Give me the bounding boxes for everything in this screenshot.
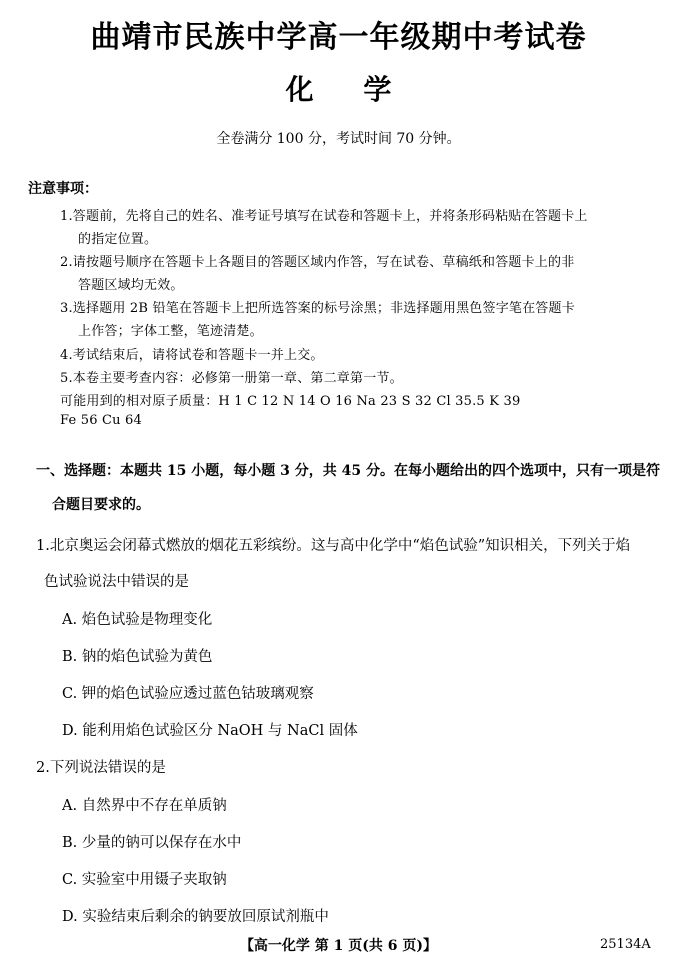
exam-title: 曲靖市民族中学高一年级期中考试卷	[90, 20, 587, 55]
question-2-option-a: A. 自然界中不存在单质钠	[62, 798, 227, 814]
note-line: 的指定位置。	[78, 232, 158, 247]
question-1-option-a: A. 焰色试验是物理变化	[62, 612, 213, 628]
note-line: 答题区域均无效。	[78, 278, 184, 293]
atomic-mass-line: 可能用到的相对原子质量：H 1 C 12 N 14 O 16 Na 23 S 32 Cl 35.5 K 39	[60, 394, 521, 409]
note-line: 上作答；字体工整，笔迹清楚。	[78, 324, 263, 339]
question-1-option-b: B. 钠的焰色试验为黄色	[62, 649, 213, 665]
question-2-option-b: B. 少量的钠可以保存在水中	[62, 835, 242, 851]
question-2-stem: 2.下列说法错误的是	[36, 760, 166, 776]
note-line: 4.考试结束后，请将试卷和答题卡一并上交。	[60, 348, 324, 363]
page-footer: 【高一化学 第 1 页(共 6 页)】	[239, 938, 438, 954]
section-heading-cont: 合题目要求的。	[52, 497, 150, 513]
atomic-mass-line: Fe 56 Cu 64	[60, 413, 143, 428]
note-line: 1.答题前，先将自己的姓名、准考证号填写在试卷和答题卡上，并将条形码粘贴在答题卡上	[60, 209, 588, 224]
question-1-stem: 1.北京奥运会闭幕式燃放的烟花五彩缤纷。这与高中化学中“焰色试验”知识相关，下列关于焰	[36, 538, 631, 554]
exam-meta: 全卷满分 100 分，考试时间 70 分钟。	[216, 131, 461, 147]
subject-title: 化 学	[285, 73, 392, 106]
question-1-stem-cont: 色试验说法中错误的是	[44, 574, 189, 590]
question-1-option-d: D. 能利用焰色试验区分 NaOH 与 NaCl 固体	[62, 723, 358, 739]
paper-code: 25134A	[600, 937, 651, 952]
note-line: 3.选择题用 2B 铅笔在答题卡上把所选答案的标号涂黑；非选择题用黑色签字笔在答题卡	[60, 301, 575, 316]
question-2-option-d: D. 实验结束后剩余的钠要放回原试剂瓶中	[62, 909, 329, 925]
question-1-option-c: C. 钾的焰色试验应透过蓝色钴玻璃观察	[62, 686, 314, 702]
question-2-option-c: C. 实验室中用镊子夹取钠	[62, 872, 227, 888]
note-line: 2.请按题号顺序在答题卡上各题目的答题区域内作答，写在试卷、草稿纸和答题卡上的非	[60, 255, 575, 270]
section-heading: 一、选择题：本题共 15 小题，每小题 3 分，共 45 分。在每小题给出的四个选项中，只有一项是符	[36, 463, 660, 479]
notes-heading: 注意事项：	[28, 181, 98, 197]
note-line: 5.本卷主要考查内容：必修第一册第一章、第二章第一节。	[60, 371, 403, 386]
